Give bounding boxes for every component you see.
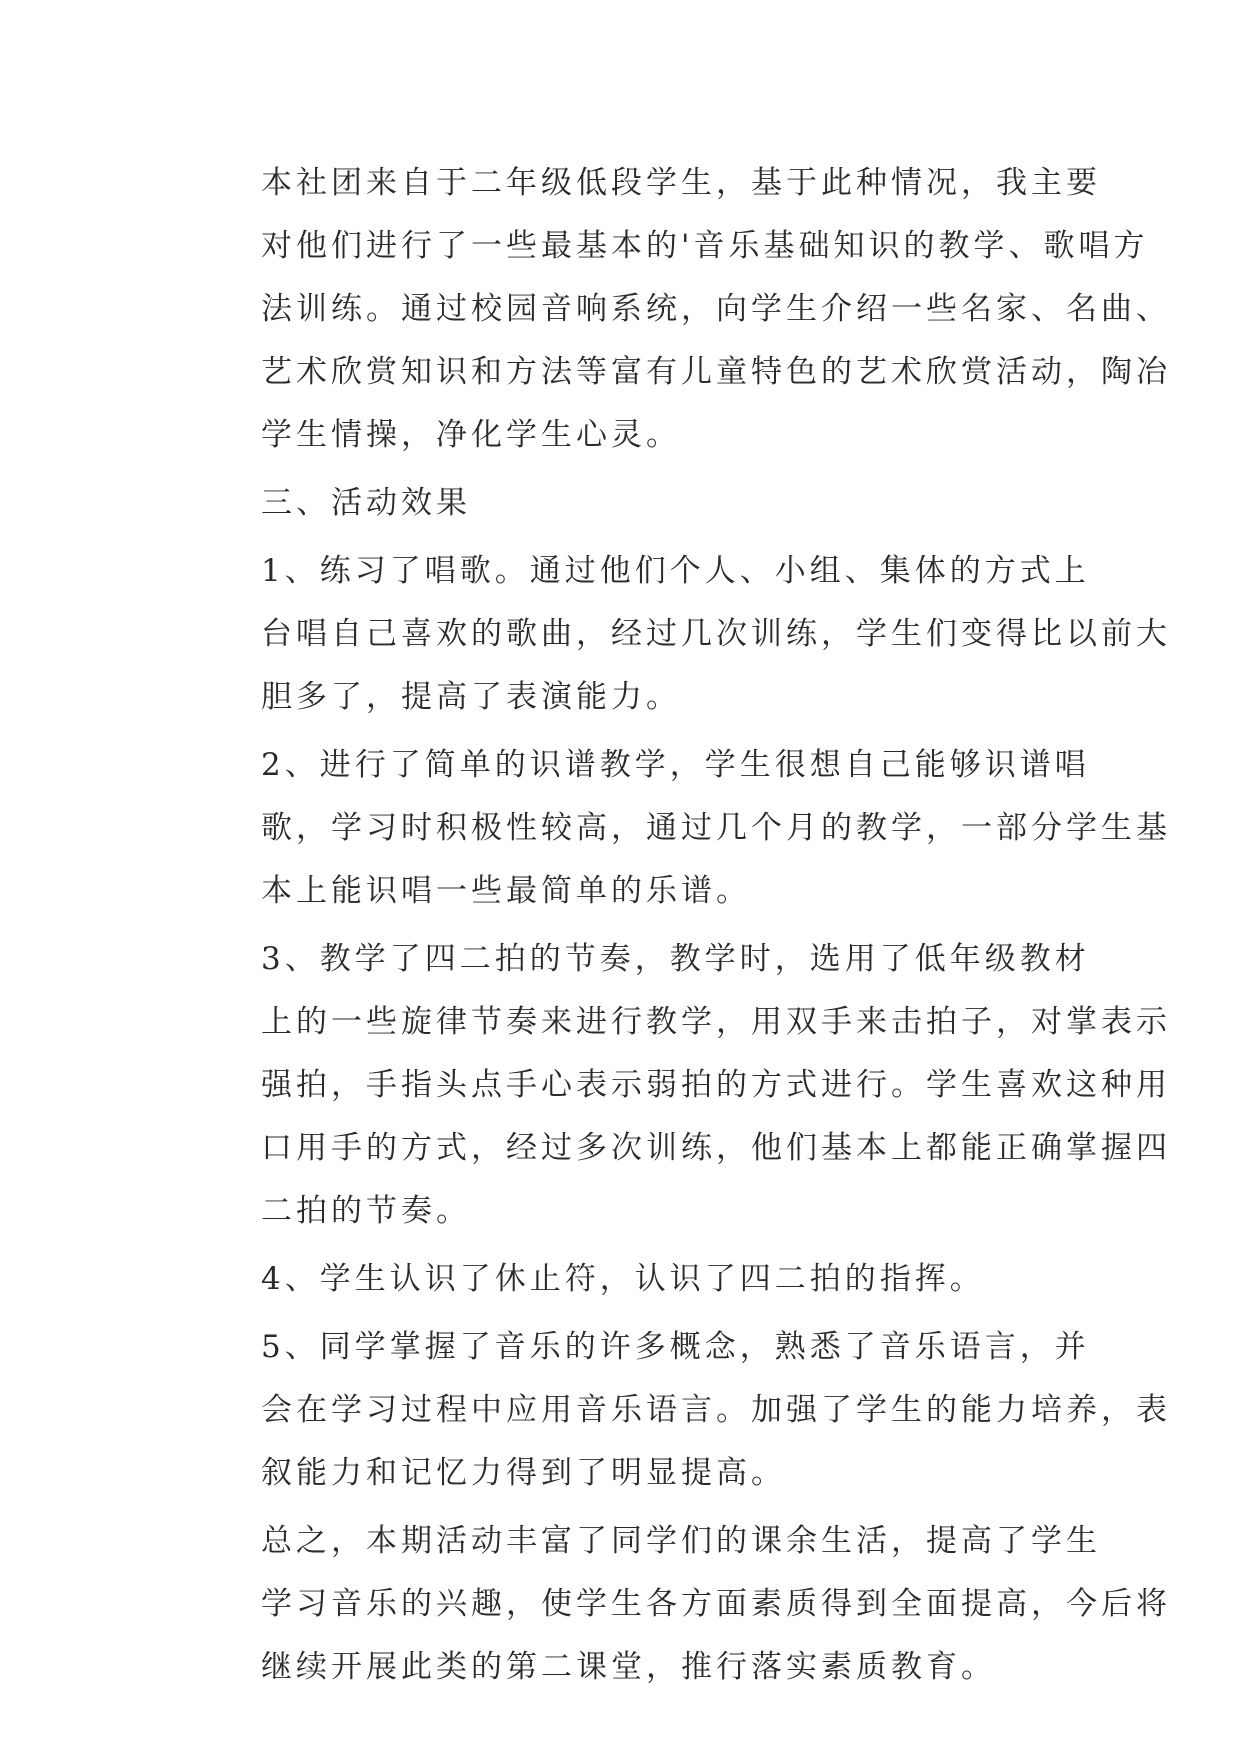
text-line: 本上能识唱一些最简单的乐谱。 <box>261 873 751 909</box>
text-line: 台唱自己喜欢的歌曲，经过几次训练，学生们变得比以前大 <box>261 616 1171 652</box>
text-line: 继续开展此类的第二课堂，推行落实素质教育。 <box>261 1649 996 1685</box>
paragraph <box>193 928 1171 1243</box>
text-line: 2、进行了简单的识谱教学，学生很想自己能够识谱唱 <box>261 747 1090 783</box>
text-line: 歌，学习时积极性较高，通过几个月的教学，一部分学生基 <box>261 810 1171 846</box>
paragraph <box>193 540 1171 729</box>
text-line: 本社团来自于二年级低段学生，基于此种情况，我主要 <box>261 165 1101 201</box>
text-line: 3、教学了四二拍的节奏，教学时，选用了低年级教材 <box>261 941 1090 977</box>
text-line: 4、学生认识了休止符，认识了四二拍的指挥。 <box>261 1261 985 1297</box>
text-line: 艺术欣赏知识和方法等富有儿童特色的艺术欣赏活动，陶冶 <box>261 354 1171 390</box>
document-body <box>193 152 1171 1699</box>
text-line: 上的一些旋律节奏来进行教学，用双手来击拍子，对掌表示 <box>261 1004 1171 1040</box>
text-line: 1、练习了唱歌。通过他们个人、小组、集体的方式上 <box>261 553 1090 589</box>
text-line: 总之，本期活动丰富了同学们的课余生活，提高了学生 <box>261 1523 1101 1559</box>
text-line: 学习音乐的兴趣，使学生各方面素质得到全面提高，今后将 <box>261 1586 1171 1622</box>
paragraph <box>193 734 1171 923</box>
text-line: 叙能力和记忆力得到了明显提高。 <box>261 1455 786 1491</box>
text-line: 口用手的方式，经过多次训练，他们基本上都能正确掌握四 <box>261 1130 1171 1166</box>
paragraph <box>193 1248 1073 1311</box>
paragraph <box>193 152 1171 467</box>
text-line: 三、活动效果 <box>261 485 471 521</box>
text-line: 5、同学掌握了音乐的许多概念，熟悉了音乐语言，并 <box>261 1329 1090 1365</box>
paragraph <box>193 1510 1171 1699</box>
text-line: 法训练。通过校园音响系统，向学生介绍一些名家、名曲、 <box>261 291 1171 327</box>
paragraph <box>193 1316 1171 1505</box>
text-line: 强拍，手指头点手心表示弱拍的方式进行。学生喜欢这种用 <box>261 1067 1171 1103</box>
text-line: 学生情操，净化学生心灵。 <box>261 417 681 453</box>
text-line: 对他们进行了一些最基本的'音乐基础知识的教学、歌唱方 <box>261 228 1149 264</box>
text-line: 二拍的节奏。 <box>261 1193 471 1229</box>
paragraph <box>193 472 1073 535</box>
text-line: 会在学习过程中应用音乐语言。加强了学生的能力培养，表 <box>261 1392 1171 1428</box>
text-line: 胆多了，提高了表演能力。 <box>261 679 681 715</box>
